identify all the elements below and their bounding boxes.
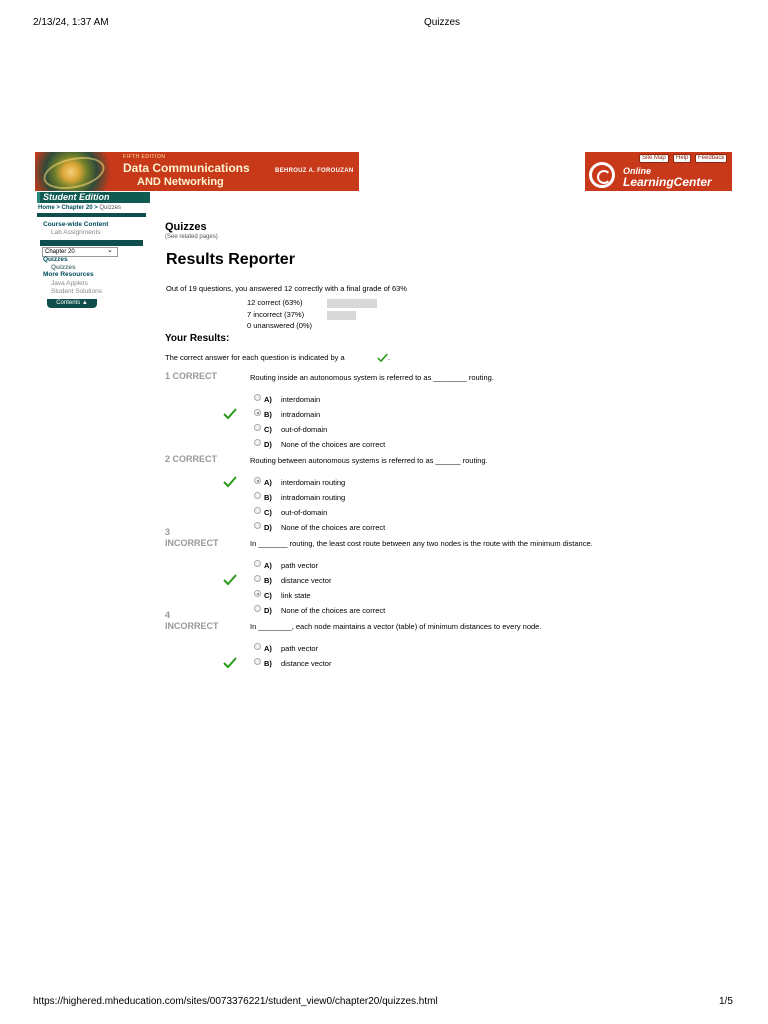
chapter-select[interactable]: Chapter 20 <box>42 247 118 257</box>
option-text: distance vector <box>281 576 332 585</box>
option-text: distance vector <box>281 659 332 668</box>
check-icon <box>223 408 237 420</box>
banner-title-line2: AND Networking <box>137 176 224 188</box>
contents-button[interactable]: Contents ▲ <box>47 299 97 308</box>
sidebar-divider <box>40 240 143 246</box>
option-text: interdomain <box>281 395 321 404</box>
your-results-heading: Your Results: <box>165 333 230 344</box>
breadcrumb-current: Quizzes <box>99 205 122 211</box>
question-status: INCORRECT <box>165 538 219 548</box>
sidebar-student-solutions[interactable]: Student Solutions <box>51 288 102 295</box>
option-letter: C) <box>264 591 272 600</box>
results-title: Results Reporter <box>166 251 295 268</box>
radio-icon[interactable] <box>254 409 261 416</box>
chevron-down-icon[interactable]: ⌄ <box>107 247 113 254</box>
radio-icon[interactable] <box>254 575 261 582</box>
option-text: out-of-domain <box>281 425 328 434</box>
check-icon <box>223 574 237 586</box>
radio-icon[interactable] <box>254 439 261 446</box>
banner-author: BEHROUZ A. FOROUZAN <box>275 168 354 174</box>
sidebar <box>37 213 146 308</box>
site-map-button[interactable]: Site Map <box>639 154 669 163</box>
option-letter: D) <box>264 523 272 532</box>
check-icon <box>377 353 391 363</box>
option-letter: C) <box>264 425 272 434</box>
option-letter: A) <box>264 478 272 487</box>
sidebar-quizzes-item[interactable]: Quizzes <box>51 264 76 271</box>
radio-icon[interactable] <box>254 560 261 567</box>
olc-swirl-icon <box>589 162 615 188</box>
legend-end: . <box>388 353 391 362</box>
question-text: Routing between autonomous systems is referred to as ______ routing. <box>250 456 488 465</box>
page-heading: Quizzes <box>165 221 207 233</box>
option-text: intradomain <box>281 410 321 419</box>
radio-icon[interactable] <box>254 394 261 401</box>
sidebar-lab-assignments[interactable]: Lab Assignments <box>51 229 101 236</box>
radio-icon[interactable] <box>254 522 261 529</box>
feedback-button[interactable]: Feedback <box>695 154 727 163</box>
option-letter: A) <box>264 395 272 404</box>
banner-edition: FIFTH EDITION <box>123 154 166 160</box>
sidebar-course-wide[interactable]: Course-wide Content <box>43 221 109 228</box>
stat-correct: 12 correct (63%) <box>247 298 303 307</box>
breadcrumb-home[interactable]: Home <box>38 205 55 211</box>
option-text: None of the choices are correct <box>281 523 386 532</box>
check-icon <box>223 657 237 669</box>
question-text: In ________, each node maintains a vector (table) of minimum distances to every node. <box>250 622 542 631</box>
question-number: 3 <box>165 527 171 537</box>
option-letter: D) <box>264 606 272 615</box>
print-url: https://highered.mheducation.com/sites/0073376221/student_view0/chapter20/quizzes.html <box>33 996 438 1007</box>
see-related-link[interactable]: (See related pages) <box>165 234 218 240</box>
radio-icon[interactable] <box>254 643 261 650</box>
sidebar-top-bar <box>37 213 146 217</box>
sidebar-quizzes-head[interactable]: Quizzes <box>43 256 68 263</box>
radio-icon[interactable] <box>254 492 261 499</box>
breadcrumb-sep: > <box>92 205 100 211</box>
olc-online-text: Online <box>623 166 652 176</box>
option-text: None of the choices are correct <box>281 440 386 449</box>
question-status: 1 CORRECT <box>165 371 218 381</box>
olc-logo[interactable] <box>585 152 732 191</box>
option-text: intradomain routing <box>281 493 346 502</box>
sidebar-java-applets[interactable]: Java Applets <box>51 280 88 287</box>
olc-learningcenter-text: LearningCenter <box>623 175 712 189</box>
radio-icon[interactable] <box>254 658 261 665</box>
stat-incorrect-bar <box>327 311 356 320</box>
option-letter: B) <box>264 576 272 585</box>
option-text: None of the choices are correct <box>281 606 386 615</box>
student-edition-label: Student Edition <box>43 192 110 202</box>
stat-incorrect: 7 incorrect (37%) <box>247 310 305 319</box>
question-status: INCORRECT <box>165 621 219 631</box>
option-letter: B) <box>264 659 272 668</box>
print-timestamp: 2/13/24, 1:37 AM <box>33 17 109 28</box>
question-text: Routing inside an autonomous system is referred to as ________ routing. <box>250 373 494 382</box>
breadcrumb <box>38 205 121 211</box>
check-icon <box>223 476 237 488</box>
radio-icon[interactable] <box>254 477 261 484</box>
option-letter: A) <box>264 561 272 570</box>
breadcrumb-sep: > <box>54 205 62 211</box>
radio-icon[interactable] <box>254 605 261 612</box>
stat-correct-bar <box>327 299 377 308</box>
help-button[interactable]: Help <box>673 154 691 163</box>
option-text: interdomain routing <box>281 478 346 487</box>
sidebar-more-resources[interactable]: More Resources <box>43 271 94 278</box>
results-summary: Out of 19 questions, you answered 12 correctly with a final grade of 63% <box>166 284 407 293</box>
option-letter: A) <box>264 644 272 653</box>
radio-icon[interactable] <box>254 507 261 514</box>
question-status: 2 CORRECT <box>165 454 218 464</box>
option-text: link state <box>281 591 311 600</box>
option-letter: C) <box>264 508 272 517</box>
option-text: path vector <box>281 644 319 653</box>
question-text: In _______ routing, the least cost route between any two nodes is the route with the minimum distance. <box>250 539 593 548</box>
radio-icon[interactable] <box>254 590 261 597</box>
question-number: 4 <box>165 610 171 620</box>
option-letter: B) <box>264 493 272 502</box>
student-edition-bar <box>37 192 150 203</box>
print-title: Quizzes <box>423 17 461 28</box>
stat-unanswered: 0 unanswered (0%) <box>247 321 313 330</box>
globe-image <box>35 152 113 191</box>
option-letter: B) <box>264 410 272 419</box>
radio-icon[interactable] <box>254 424 261 431</box>
option-letter: D) <box>264 440 272 449</box>
banner-title-line1: Data Communications <box>123 161 250 175</box>
breadcrumb-chapter[interactable]: Chapter 20 <box>61 205 93 211</box>
legend-text: The correct answer for each question is indicated by a <box>165 353 345 362</box>
option-text: out-of-domain <box>281 508 328 517</box>
book-banner[interactable] <box>35 152 359 191</box>
print-page-number: 1/5 <box>719 996 733 1007</box>
option-text: path vector <box>281 561 319 570</box>
